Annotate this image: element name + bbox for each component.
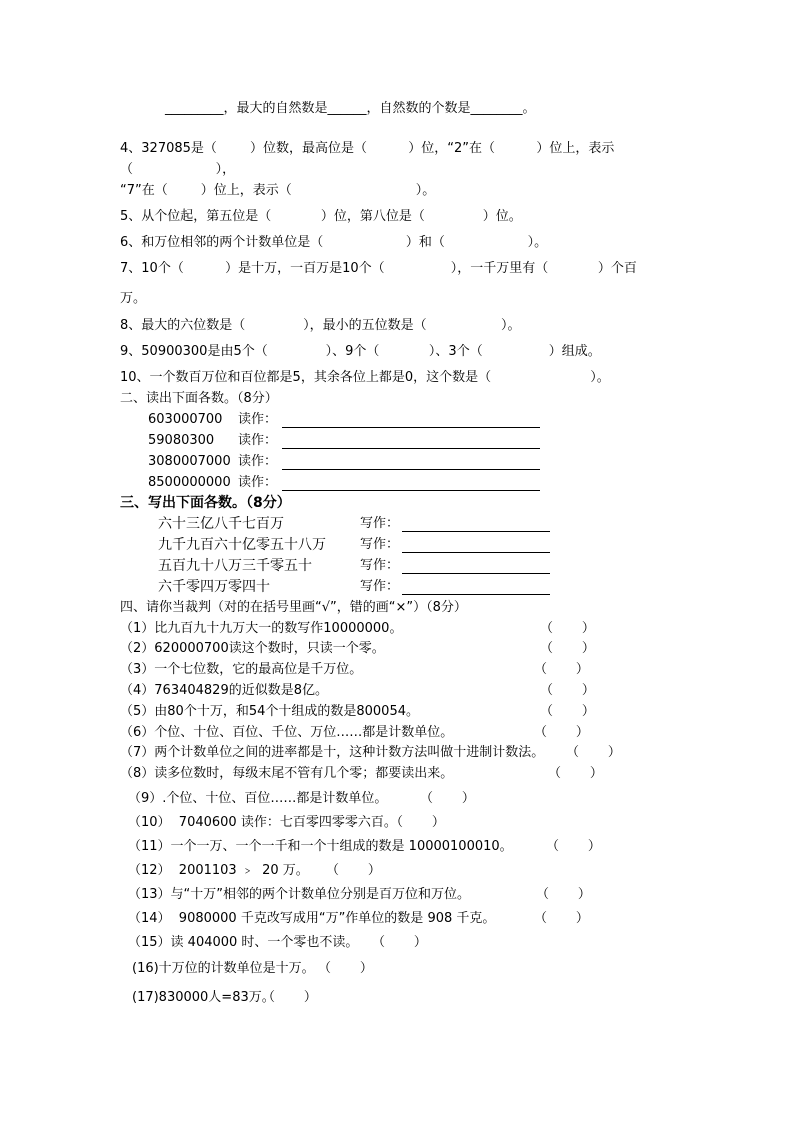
part3-answer-line-1[interactable] xyxy=(402,531,550,532)
part2-label-2: 读作： xyxy=(238,433,278,448)
judge-paren-17[interactable]: （ ） xyxy=(262,990,317,1005)
part2-label-3: 读作： xyxy=(238,454,278,469)
part3-answer-line-4[interactable] xyxy=(402,594,550,595)
part3-label-4: 写作： xyxy=(360,579,400,594)
question-4-line-1: 4、327085是（ ）位数，最高位是（ ）位，“2”在（ ）位上，表示 xyxy=(120,141,615,156)
part2-number-1: 603000700 xyxy=(148,412,223,427)
part2-label-4: 读作： xyxy=(238,475,278,490)
judge-item-12: （12） 2001103 ﹥ 20 万。 xyxy=(128,863,309,878)
judge-item-6: （6）个位、十位、百位、千位、万位……都是计数单位。 xyxy=(120,725,454,740)
judge-item-10: （10） 7040600 读作：七百零四零零六百。 xyxy=(128,815,397,830)
part2-answer-line-4[interactable] xyxy=(282,490,540,491)
question-9: 9、50900300是由5个（ ）、9个（ ）、3个（ ）组成。 xyxy=(120,344,601,359)
part2-label-1: 读作： xyxy=(238,412,278,427)
part3-words-3: 五百九十八万三千零五十 xyxy=(158,558,312,574)
part2-number-4: 8500000000 xyxy=(148,475,231,490)
question-6: 6、和万位相邻的两个计数单位是（ ）和（ ）。 xyxy=(120,235,548,250)
judge-paren-15[interactable]: （ ） xyxy=(372,935,427,950)
question-5: 5、从个位起，第五位是（ ）位，第八位是（ ）位。 xyxy=(120,209,522,224)
judge-item-13: （13）与“十万”相邻的两个计数单位分别是百万位和万位。 xyxy=(128,887,471,902)
part2-heading: 二、读出下面各数。（8分） xyxy=(120,391,278,406)
part2-number-2: 59080300 xyxy=(148,433,215,448)
judge-paren-14[interactable]: （ ） xyxy=(534,911,589,926)
judge-item-17: (17)830000人=83万。 xyxy=(132,990,275,1005)
judge-paren-5[interactable]: （ ） xyxy=(540,704,595,719)
judge-paren-11[interactable]: （ ） xyxy=(546,839,601,854)
judge-paren-4[interactable]: （ ） xyxy=(540,683,595,698)
judge-paren-1[interactable]: （ ） xyxy=(540,621,595,636)
part4-heading: 四、请你当裁判（对的在括号里画“√”，错的画“×”）（8分） xyxy=(120,600,467,615)
part3-words-2: 九千九百六十亿零五十八万 xyxy=(158,537,326,553)
judge-paren-7[interactable]: （ ） xyxy=(566,745,621,760)
question-7-line-1: 7、10个（ ）是十万，一百万是10个（ ），一千万里有（ ）个百 xyxy=(120,261,637,276)
judge-item-16: (16)十万位的计数单位是十万。 xyxy=(132,961,315,976)
part2-answer-line-2[interactable] xyxy=(282,448,540,449)
judge-item-7: （7）两个计数单位之间的进率都是十，这种计数方法叫做十进制计数法。 xyxy=(120,745,545,760)
judge-paren-9[interactable]: （ ） xyxy=(420,791,475,806)
judge-paren-13[interactable]: （ ） xyxy=(536,887,591,902)
question-7-line-2: 万。 xyxy=(120,291,147,306)
judge-item-14: （14） 9080000 千克改写成用“万”作单位的数是 908 千克。 xyxy=(128,911,496,926)
part3-label-2: 写作： xyxy=(360,537,400,552)
judge-item-11: （11）一个一万、一个一千和一个十组成的数是 10000100010。 xyxy=(128,839,513,854)
judge-item-1: （1）比九百九十九万大一的数写作10000000。 xyxy=(120,621,403,636)
judge-paren-2[interactable]: （ ） xyxy=(540,641,595,656)
judge-paren-8[interactable]: （ ） xyxy=(548,766,603,781)
top-fill-line: _________，最大的自然数是______，自然数的个数是________。 xyxy=(165,101,536,116)
judge-paren-6[interactable]: （ ） xyxy=(534,725,589,740)
part2-answer-line-1[interactable] xyxy=(282,427,540,428)
part3-words-4: 六千零四万零四十 xyxy=(158,579,270,595)
part3-heading: 三、写出下面各数。（8分） xyxy=(120,495,291,511)
part3-label-3: 写作： xyxy=(360,558,400,573)
part2-answer-line-3[interactable] xyxy=(282,469,540,470)
judge-paren-16[interactable]: （ ） xyxy=(318,961,373,976)
judge-item-9: （9）.个位、十位、百位……都是计数单位。 xyxy=(128,791,388,806)
question-4-line-3: “7”在（ ）位上，表示（ ）。 xyxy=(120,183,436,198)
question-10: 10、一个数百万位和百位都是5，其余各位上都是0，这个数是（ ）。 xyxy=(120,370,610,385)
judge-item-4: （4）763404829的近似数是8亿。 xyxy=(120,683,328,698)
question-4-line-2: （ ）， xyxy=(120,162,236,177)
judge-item-5: （5）由80个十万，和54个十组成的数是800054。 xyxy=(120,704,419,719)
judge-item-3: （3）一个七位数，它的最高位是千万位。 xyxy=(120,662,363,677)
judge-item-15: （15）读 404000 时、一个零也不读。 xyxy=(128,935,359,950)
judge-paren-12[interactable]: （ ） xyxy=(326,863,381,878)
judge-item-2: （2）620000700读这个数时，只读一个零。 xyxy=(120,641,385,656)
judge-item-8: （8）读多位数时，每级末尾不管有几个零；都要读出来。 xyxy=(120,766,454,781)
judge-paren-10[interactable]: （ ） xyxy=(390,815,445,830)
judge-paren-3[interactable]: （ ） xyxy=(534,662,589,677)
part3-answer-line-3[interactable] xyxy=(402,573,550,574)
part3-label-1: 写作： xyxy=(360,516,400,531)
part3-words-1: 六十三亿八千七百万 xyxy=(158,516,284,532)
part2-number-3: 3080007000 xyxy=(148,454,231,469)
part3-answer-line-2[interactable] xyxy=(402,552,550,553)
question-8: 8、最大的六位数是（ ），最小的五位数是（ ）。 xyxy=(120,318,521,333)
